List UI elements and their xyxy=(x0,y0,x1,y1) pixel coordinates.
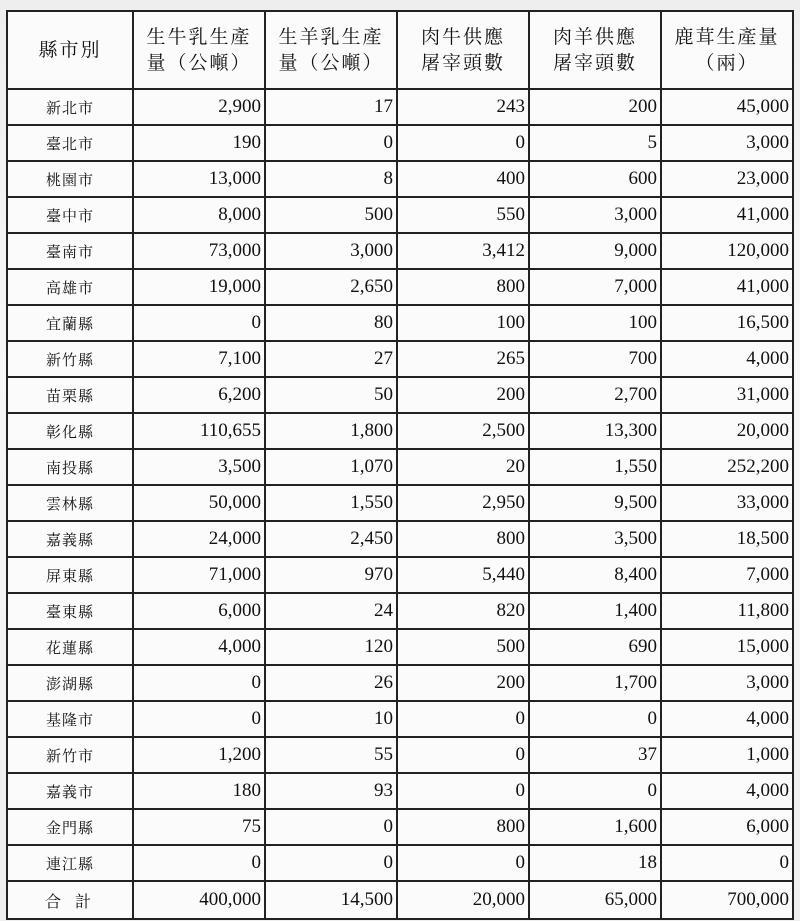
value-cell: 1,700 xyxy=(529,665,661,701)
county-name-cell: 南投縣 xyxy=(7,449,133,485)
county-name-cell: 基隆市 xyxy=(7,701,133,737)
value-cell: 0 xyxy=(661,845,793,881)
table-row xyxy=(7,125,793,161)
value-cell: 120 xyxy=(265,629,397,665)
value-cell: 100 xyxy=(529,305,661,341)
value-cell: 3,000 xyxy=(661,665,793,701)
value-cell: 0 xyxy=(397,737,529,773)
value-cell: 800 xyxy=(397,521,529,557)
column-header-line: 肉牛供應 xyxy=(420,26,505,48)
value-cell: 1,400 xyxy=(529,593,661,629)
value-cell: 265 xyxy=(397,341,529,377)
value-cell: 6,200 xyxy=(133,377,265,413)
value-cell: 3,000 xyxy=(661,125,793,161)
value-cell: 23,000 xyxy=(661,161,793,197)
county-name-cell: 桃園市 xyxy=(7,161,133,197)
value-cell: 600 xyxy=(529,161,661,197)
value-cell: 8 xyxy=(265,161,397,197)
table-row xyxy=(7,305,793,341)
column-header-line: 量（公噸） xyxy=(146,52,252,74)
value-cell: 3,000 xyxy=(529,197,661,233)
value-cell: 45,000 xyxy=(661,89,793,125)
county-name-cell: 新北市 xyxy=(7,89,133,125)
value-cell: 190 xyxy=(133,125,265,161)
value-cell: 0 xyxy=(133,845,265,881)
value-cell: 2,450 xyxy=(265,521,397,557)
value-cell: 0 xyxy=(529,773,661,809)
value-cell: 800 xyxy=(397,269,529,305)
table-row xyxy=(7,701,793,737)
value-cell: 0 xyxy=(397,773,529,809)
table-header xyxy=(7,11,793,89)
total-value-cell: 400,000 xyxy=(133,881,265,919)
value-cell: 1,600 xyxy=(529,809,661,845)
value-cell: 80 xyxy=(265,305,397,341)
column-header-5 xyxy=(661,11,793,89)
value-cell: 0 xyxy=(265,809,397,845)
table-footer xyxy=(7,881,793,919)
value-cell: 550 xyxy=(397,197,529,233)
value-cell: 110,655 xyxy=(133,413,265,449)
value-cell: 9,000 xyxy=(529,233,661,269)
value-cell: 0 xyxy=(265,125,397,161)
value-cell: 20,000 xyxy=(661,413,793,449)
value-cell: 20 xyxy=(397,449,529,485)
value-cell: 75 xyxy=(133,809,265,845)
value-cell: 100 xyxy=(397,305,529,341)
table-row xyxy=(7,341,793,377)
value-cell: 55 xyxy=(265,737,397,773)
column-header-2 xyxy=(265,11,397,89)
value-cell: 0 xyxy=(397,125,529,161)
county-name-cell: 屏東縣 xyxy=(7,557,133,593)
value-cell: 71,000 xyxy=(133,557,265,593)
value-cell: 252,200 xyxy=(661,449,793,485)
table-row xyxy=(7,629,793,665)
table-body xyxy=(7,89,793,881)
county-name-cell: 嘉義市 xyxy=(7,773,133,809)
value-cell: 6,000 xyxy=(133,593,265,629)
value-cell: 18 xyxy=(529,845,661,881)
value-cell: 0 xyxy=(397,845,529,881)
value-cell: 13,000 xyxy=(133,161,265,197)
value-cell: 1,800 xyxy=(265,413,397,449)
value-cell: 17 xyxy=(265,89,397,125)
column-header-line: 量（公噸） xyxy=(278,52,384,74)
county-name-cell: 新竹縣 xyxy=(7,341,133,377)
value-cell: 50 xyxy=(265,377,397,413)
value-cell: 0 xyxy=(133,305,265,341)
value-cell: 2,700 xyxy=(529,377,661,413)
column-header-line: 鹿茸生產量 xyxy=(674,26,780,48)
value-cell: 970 xyxy=(265,557,397,593)
total-value-cell: 14,500 xyxy=(265,881,397,919)
table-row xyxy=(7,665,793,701)
table-row xyxy=(7,269,793,305)
value-cell: 5 xyxy=(529,125,661,161)
value-cell: 27 xyxy=(265,341,397,377)
county-name-cell: 苗栗縣 xyxy=(7,377,133,413)
table-row xyxy=(7,809,793,845)
county-name-cell: 宜蘭縣 xyxy=(7,305,133,341)
value-cell: 500 xyxy=(265,197,397,233)
value-cell: 500 xyxy=(397,629,529,665)
value-cell: 31,000 xyxy=(661,377,793,413)
value-cell: 5,440 xyxy=(397,557,529,593)
column-header-line: 肉羊供應 xyxy=(552,26,637,48)
value-cell: 4,000 xyxy=(661,773,793,809)
value-cell: 700 xyxy=(529,341,661,377)
value-cell: 0 xyxy=(133,665,265,701)
value-cell: 1,200 xyxy=(133,737,265,773)
value-cell: 200 xyxy=(529,89,661,125)
value-cell: 200 xyxy=(397,665,529,701)
value-cell: 820 xyxy=(397,593,529,629)
column-header-line: 生羊乳生產 xyxy=(278,26,384,48)
value-cell: 243 xyxy=(397,89,529,125)
value-cell: 41,000 xyxy=(661,197,793,233)
value-cell: 1,550 xyxy=(265,485,397,521)
value-cell: 7,100 xyxy=(133,341,265,377)
table-row xyxy=(7,773,793,809)
value-cell: 0 xyxy=(529,701,661,737)
value-cell: 26 xyxy=(265,665,397,701)
value-cell: 93 xyxy=(265,773,397,809)
table-row xyxy=(7,845,793,881)
table-row xyxy=(7,161,793,197)
column-header-line: 屠宰頭數 xyxy=(552,52,637,74)
column-header-line: （兩） xyxy=(695,52,759,74)
value-cell: 2,950 xyxy=(397,485,529,521)
column-header-4 xyxy=(529,11,661,89)
value-cell: 7,000 xyxy=(661,557,793,593)
total-label-cell: 合計 xyxy=(7,881,133,919)
total-value-cell: 65,000 xyxy=(529,881,661,919)
value-cell: 8,000 xyxy=(133,197,265,233)
value-cell: 4,000 xyxy=(661,341,793,377)
value-cell: 41,000 xyxy=(661,269,793,305)
value-cell: 400 xyxy=(397,161,529,197)
value-cell: 19,000 xyxy=(133,269,265,305)
value-cell: 16,500 xyxy=(661,305,793,341)
header-row xyxy=(7,11,793,89)
total-value-cell: 20,000 xyxy=(397,881,529,919)
value-cell: 24 xyxy=(265,593,397,629)
value-cell: 120,000 xyxy=(661,233,793,269)
value-cell: 3,500 xyxy=(133,449,265,485)
table-row xyxy=(7,521,793,557)
county-name-cell: 澎湖縣 xyxy=(7,665,133,701)
value-cell: 2,900 xyxy=(133,89,265,125)
value-cell: 4,000 xyxy=(133,629,265,665)
value-cell: 50,000 xyxy=(133,485,265,521)
county-name-cell: 嘉義縣 xyxy=(7,521,133,557)
table-row xyxy=(7,197,793,233)
livestock-production-table xyxy=(6,10,794,920)
county-name-cell: 高雄市 xyxy=(7,269,133,305)
value-cell: 18,500 xyxy=(661,521,793,557)
total-row xyxy=(7,881,793,919)
county-name-cell: 金門縣 xyxy=(7,809,133,845)
county-name-cell: 連江縣 xyxy=(7,845,133,881)
value-cell: 180 xyxy=(133,773,265,809)
column-header-line: 縣市別 xyxy=(38,39,102,61)
value-cell: 1,550 xyxy=(529,449,661,485)
county-name-cell: 花蓮縣 xyxy=(7,629,133,665)
county-name-cell: 臺東縣 xyxy=(7,593,133,629)
table-row xyxy=(7,557,793,593)
county-name-cell: 彰化縣 xyxy=(7,413,133,449)
county-name-cell: 臺北市 xyxy=(7,125,133,161)
county-name-cell: 雲林縣 xyxy=(7,485,133,521)
column-header-1 xyxy=(133,11,265,89)
table-row xyxy=(7,233,793,269)
value-cell: 800 xyxy=(397,809,529,845)
column-header-0 xyxy=(7,11,133,89)
value-cell: 11,800 xyxy=(661,593,793,629)
value-cell: 0 xyxy=(397,701,529,737)
value-cell: 24,000 xyxy=(133,521,265,557)
column-header-line: 生牛乳生產 xyxy=(146,26,252,48)
column-header-3 xyxy=(397,11,529,89)
value-cell: 3,500 xyxy=(529,521,661,557)
value-cell: 1,070 xyxy=(265,449,397,485)
value-cell: 8,400 xyxy=(529,557,661,593)
table-row xyxy=(7,413,793,449)
table-row xyxy=(7,377,793,413)
value-cell: 690 xyxy=(529,629,661,665)
value-cell: 0 xyxy=(265,845,397,881)
county-name-cell: 新竹市 xyxy=(7,737,133,773)
value-cell: 37 xyxy=(529,737,661,773)
value-cell: 2,650 xyxy=(265,269,397,305)
table-row xyxy=(7,737,793,773)
table-row xyxy=(7,485,793,521)
value-cell: 6,000 xyxy=(661,809,793,845)
value-cell: 73,000 xyxy=(133,233,265,269)
value-cell: 3,000 xyxy=(265,233,397,269)
value-cell: 33,000 xyxy=(661,485,793,521)
value-cell: 4,000 xyxy=(661,701,793,737)
county-name-cell: 臺中市 xyxy=(7,197,133,233)
value-cell: 0 xyxy=(133,701,265,737)
value-cell: 3,412 xyxy=(397,233,529,269)
value-cell: 2,500 xyxy=(397,413,529,449)
county-name-cell: 臺南市 xyxy=(7,233,133,269)
value-cell: 7,000 xyxy=(529,269,661,305)
table-row xyxy=(7,593,793,629)
value-cell: 15,000 xyxy=(661,629,793,665)
value-cell: 200 xyxy=(397,377,529,413)
value-cell: 13,300 xyxy=(529,413,661,449)
table-row xyxy=(7,89,793,125)
value-cell: 9,500 xyxy=(529,485,661,521)
value-cell: 1,000 xyxy=(661,737,793,773)
value-cell: 10 xyxy=(265,701,397,737)
table-row xyxy=(7,449,793,485)
total-value-cell: 700,000 xyxy=(661,881,793,919)
column-header-line: 屠宰頭數 xyxy=(420,52,505,74)
